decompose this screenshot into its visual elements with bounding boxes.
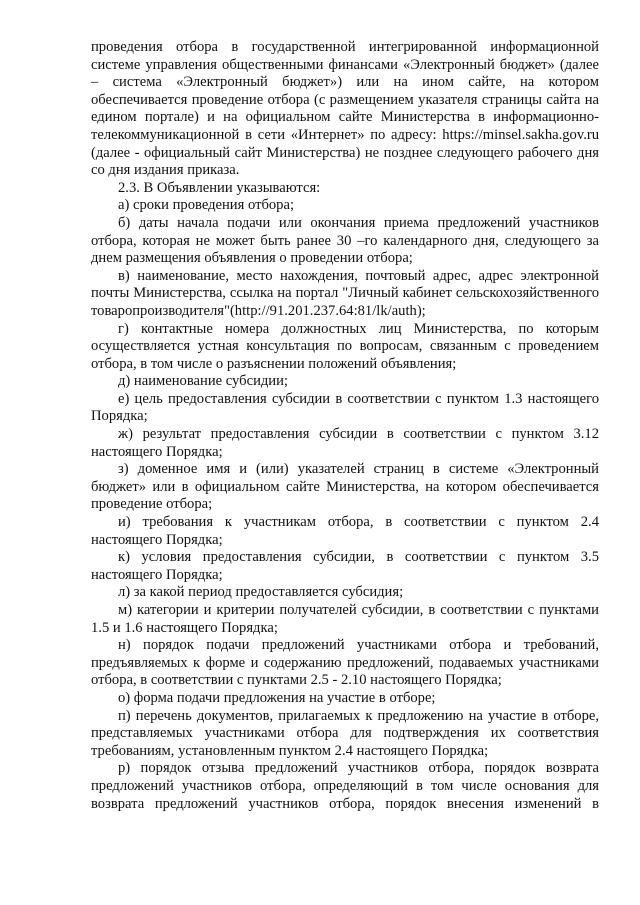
list-item-e: е) цель предоставления субсидии в соответствии с пунктом 1.3 настоящего Порядка; <box>91 390 599 425</box>
paragraph-2-3-heading: 2.3. В Объявлении указываются: <box>118 179 321 196</box>
paragraph-intro-continued: проведения отбора в государственной интегрированной информационной системе управления общественными финансами «Электронный бюджет» (далее – система «Электронный бюджет») или на ином сайте, на котором обеспечивается проведение отбора (с размещением указателя страницы сайта на едином портале) и на официальном сайте Министерства в информационно-телекоммуникационной в сети «Интернет» по адресу: https://minsel.sakha.gov.ru (далее - официальный сайт Министерства) не позднее следующего рабочего дня со дня издания приказа. <box>91 39 599 179</box>
list-item-a: а) сроки проведения отбора; <box>118 197 295 214</box>
list-item-k: к) условия предоставления субсидии, в соответствии с пунктом 3.5 настоящего Порядка; <box>91 549 599 583</box>
list-item-p: п) перечень документов, прилагаемых к предложению на участие в отборе, представляемых участниками отбора для подтверждения их соответствия требованиям, установленным пунктом 2.4 настоящего Порядка; <box>91 707 599 759</box>
list-item-r: р) порядок отзыва предложений участников отбора, порядок возврата предложений участников отбора, определяющий в том числе основания для возврата предложений участников отбора, порядок внесения изменений в <box>91 760 599 812</box>
list-item-o: о) форма подачи предложения на участие в отборе; <box>118 689 436 706</box>
list-item-g: г) контактные номера должностных лиц Министерства, по которым осуществляется устная консультация по вопросам, связанным с проведением отбора, в том числе о разъяснении положений объявления; <box>91 320 599 372</box>
document-body <box>91 39 599 813</box>
list-item-n: н) порядок подачи предложений участниками отбора и требований, предъявляемых к форме и содержанию предложений, подаваемых участниками отбора, в соответствии с пунктами 2.5 - 2.10 настоящего Порядка; <box>91 637 599 689</box>
list-item-z: з) доменное имя и (или) указателей страниц в системе «Электронный бюджет» или в официальном сайте Министерства, на котором обеспечивается проведение отбора; <box>91 461 599 513</box>
list-item-m: м) категории и критерии получателей субсидии, в соответствии с пунктами 1.5 и 1.6 настоящего Порядка; <box>91 602 599 636</box>
list-item-b: б) даты начала подачи или окончания приема предложений участников отбора, которая не может быть ранее 30 –го календарного дня, следующего за днем размещения объявления о проведении отбора; <box>91 214 599 267</box>
list-item-zh: ж) результат предоставления субсидии в соответствии с пунктом 3.12 настоящего Порядка; <box>91 426 599 460</box>
list-item-i: и) требования к участникам отбора, в соответствии с пунктом 2.4 настоящего Порядка; <box>91 514 599 548</box>
list-item-d: д) наименование субсидии; <box>118 373 288 390</box>
list-item-v: в) наименование, место нахождения, почтовый адрес, адрес электронной почты Министерства, ссылка на портал "Личный кабинет сельскохозяйственного товаропроизводителя"(http://91.201.237.64:81/lk/auth); <box>91 267 599 319</box>
list-item-l: л) за какой период предоставляется субсидия; <box>118 584 404 601</box>
